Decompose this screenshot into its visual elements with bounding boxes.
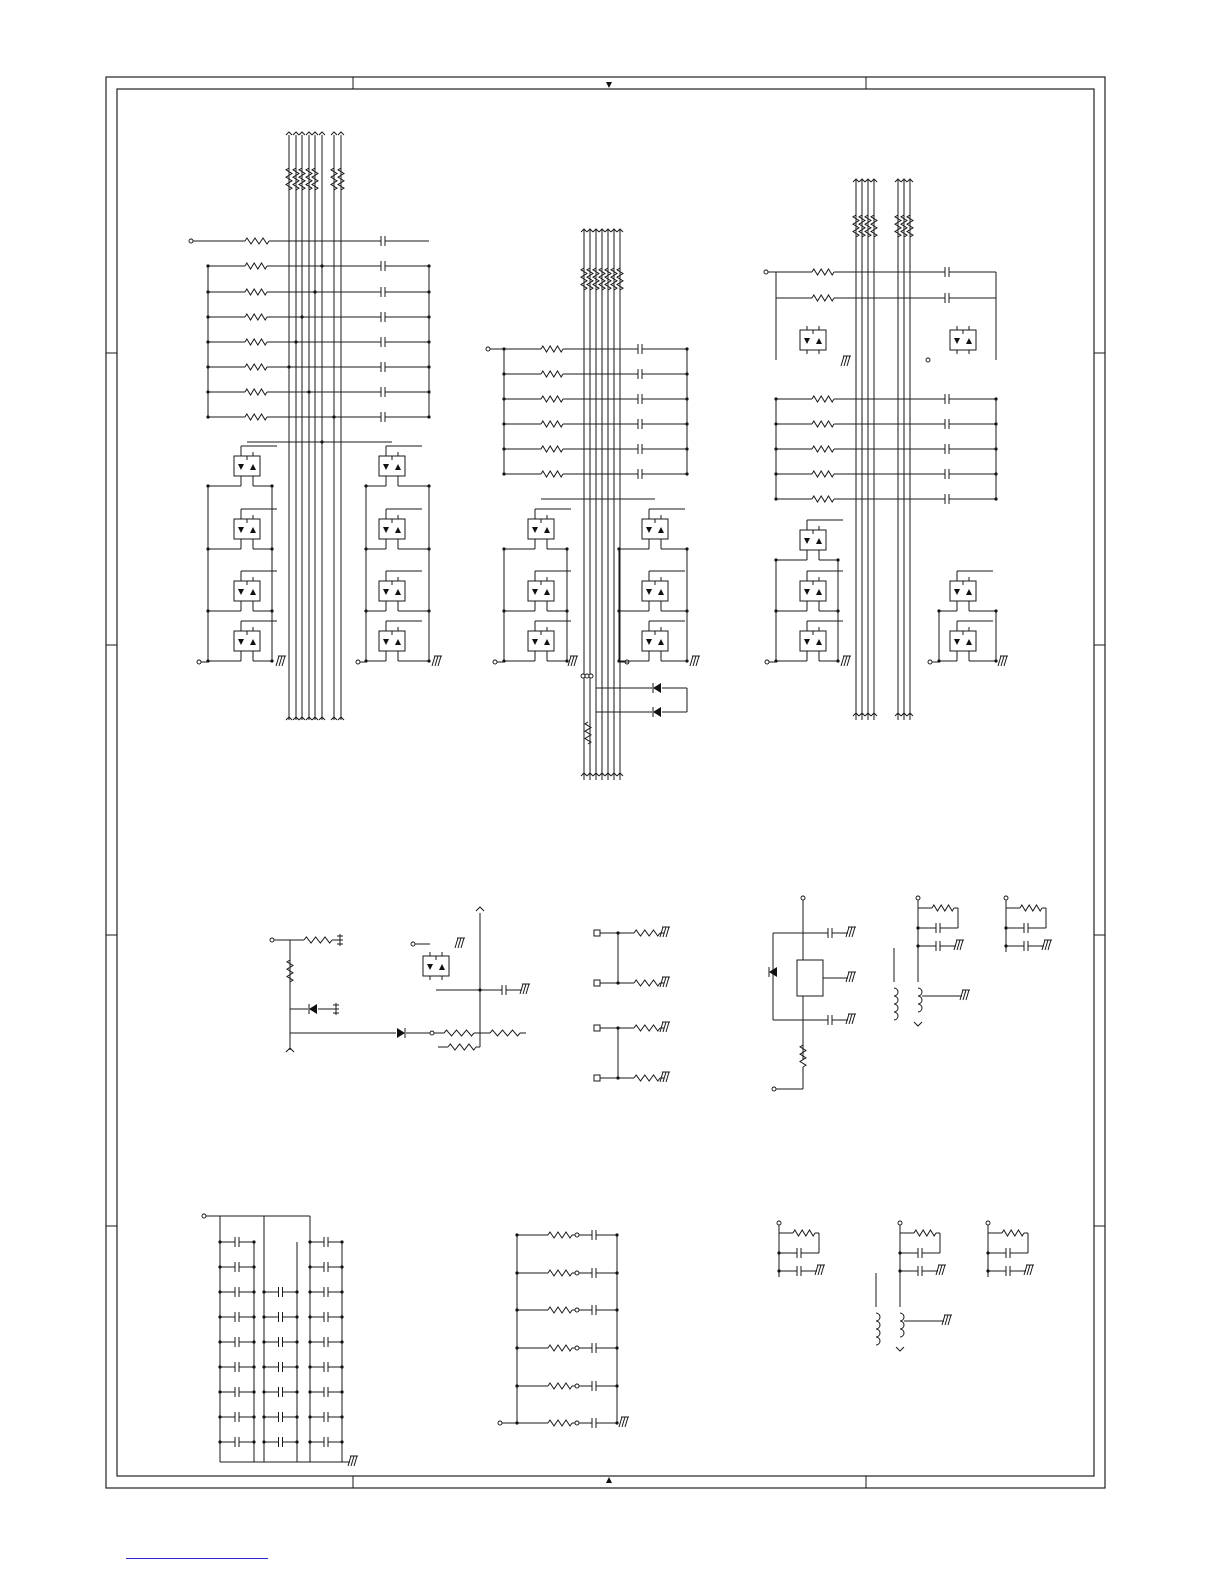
- ground-icon: [276, 656, 286, 666]
- ground-icon: [568, 656, 578, 666]
- resistor-icon: [901, 215, 907, 237]
- resistor-icon: [312, 168, 318, 190]
- diode-icon: [653, 683, 661, 693]
- resistor-icon: [914, 1230, 936, 1236]
- capacitor-icon: [918, 1248, 922, 1258]
- ground-icon: [455, 938, 465, 948]
- capacitor-icon: [592, 1381, 596, 1391]
- resistor-icon: [800, 1045, 806, 1067]
- resistor-icon: [634, 1025, 660, 1031]
- ground-icon: [960, 990, 970, 1000]
- filter-unit-2: [1004, 896, 1052, 952]
- circuit-block-b: [486, 229, 700, 780]
- capacitor-icon: [324, 1262, 328, 1272]
- resistor-icon: [793, 1230, 815, 1236]
- resistor-icon: [587, 268, 593, 290]
- capacitor-icon: [1024, 923, 1028, 933]
- circuit-block-regulator: [270, 907, 530, 1052]
- capacitor-icon: [324, 1437, 328, 1447]
- resistor-icon: [245, 389, 267, 395]
- circuit-block-rc-bank: [498, 1230, 629, 1428]
- resistor-icon: [1020, 905, 1042, 911]
- resistor-icon: [293, 168, 299, 190]
- circuit-drawing: [189, 132, 1052, 1466]
- capacitor-icon: [1006, 1266, 1010, 1276]
- capacitor-icon: [592, 1305, 596, 1315]
- resistor-icon: [541, 396, 563, 402]
- resistor-icon: [812, 421, 834, 427]
- capacitor-icon: [945, 444, 949, 454]
- capacitor-icon: [638, 369, 642, 379]
- capacitor-icon: [235, 1362, 239, 1372]
- capacitor-icon: [502, 985, 506, 995]
- resistor-icon: [245, 314, 267, 320]
- resistor-icon: [605, 268, 611, 290]
- capacitor-icon: [324, 1337, 328, 1347]
- ground-icon: [660, 1072, 670, 1082]
- capacitor-icon: [235, 1312, 239, 1322]
- capacitor-icon: [1024, 941, 1028, 951]
- ic-package-icon: [234, 452, 260, 480]
- capacitor-icon: [324, 1312, 328, 1322]
- terminal-icon: [594, 1075, 600, 1081]
- filter-unit-1: [894, 896, 970, 1026]
- ground-icon: [841, 356, 851, 366]
- capacitor-icon: [592, 1268, 596, 1278]
- resistor-icon: [611, 268, 617, 290]
- sheet-frame: [106, 77, 1105, 1488]
- resistor-icon: [548, 1307, 572, 1313]
- capacitor-icon: [638, 394, 642, 404]
- inductor-icon: [876, 1273, 904, 1345]
- resistor-icon: [541, 346, 563, 352]
- ground-icon: [660, 927, 670, 937]
- inductor-icon: [894, 948, 922, 1020]
- capacitor-icon: [638, 419, 642, 429]
- filter-unit-4: [876, 1221, 952, 1351]
- ground-icon: [520, 984, 530, 994]
- resistor-icon: [865, 215, 871, 237]
- capacitor-icon: [324, 1387, 328, 1397]
- resistor-icon: [548, 1345, 572, 1351]
- capacitor-icon: [918, 1266, 922, 1276]
- resistor-icon: [895, 215, 901, 237]
- ic-package-icon: [642, 515, 668, 543]
- ic-package-icon: [800, 577, 826, 605]
- terminal-icon: [594, 980, 600, 986]
- capacitor-icon: [945, 267, 949, 277]
- ground-icon: [815, 1265, 825, 1275]
- capacitor-icon: [638, 344, 642, 354]
- resistor-icon: [871, 215, 877, 237]
- capacitor-icon: [324, 1237, 328, 1247]
- ground-icon: [660, 1022, 670, 1032]
- ic-package-icon: [800, 526, 826, 554]
- ground-icon: [690, 656, 700, 666]
- resistor-icon: [581, 268, 587, 290]
- capacitor-icon: [381, 337, 385, 347]
- capacitor-icon: [381, 236, 385, 246]
- ic-package-icon: [379, 627, 405, 655]
- capacitor-icon: [945, 419, 949, 429]
- resistor-icon: [245, 339, 267, 345]
- capacitor-icon: [324, 1287, 328, 1297]
- ic-package-icon: [642, 627, 668, 655]
- ground-icon: [1042, 940, 1052, 950]
- capacitor-icon: [235, 1287, 239, 1297]
- ground-icon: [936, 1265, 946, 1275]
- capacitor-icon: [592, 1418, 596, 1428]
- resistor-icon: [448, 1044, 476, 1050]
- capacitor-icon: [235, 1412, 239, 1422]
- capacitor-icon: [381, 412, 385, 422]
- filter-unit-3: [777, 1221, 825, 1277]
- capacitor-icon: [381, 362, 385, 372]
- ground-icon: [942, 1315, 952, 1325]
- capacitor-icon: [235, 1262, 239, 1272]
- resistor-icon: [548, 1270, 572, 1276]
- resistor-icon: [548, 1420, 572, 1426]
- resistor-icon: [853, 215, 859, 237]
- capacitor-icon: [279, 1412, 283, 1422]
- resistor-icon: [245, 289, 267, 295]
- capacitor-icon: [945, 394, 949, 404]
- ground-icon: [337, 934, 343, 946]
- capacitor-icon: [279, 1362, 283, 1372]
- ground-icon: [841, 656, 851, 666]
- resistor-icon: [812, 496, 834, 502]
- resistor-icon: [812, 396, 834, 402]
- capacitor-icon: [324, 1412, 328, 1422]
- ground-icon: [619, 1417, 629, 1427]
- capacitor-icon: [936, 941, 940, 951]
- capacitor-icon: [945, 293, 949, 303]
- capacitor-icon: [279, 1287, 283, 1297]
- resistor-icon: [306, 168, 312, 190]
- ic-package-icon: [234, 515, 260, 543]
- resistor-icon: [444, 1030, 474, 1036]
- circuit-block-c: [764, 179, 1008, 720]
- resistor-icon: [812, 471, 834, 477]
- ic-package-icon: [234, 577, 260, 605]
- capacitor-icon: [235, 1437, 239, 1447]
- capacitor-icon: [279, 1337, 283, 1347]
- resistor-icon: [490, 1030, 520, 1036]
- capacitor-icon: [235, 1337, 239, 1347]
- resistor-icon: [634, 980, 660, 986]
- resistor-icon: [548, 1232, 572, 1238]
- ic-package-icon: [800, 627, 826, 655]
- capacitor-icon: [945, 494, 949, 504]
- capacitor-icon: [1006, 1248, 1010, 1258]
- resistor-icon: [299, 168, 305, 190]
- capacitor-icon: [235, 1387, 239, 1397]
- regulator-ic-icon: [797, 960, 823, 996]
- resistor-icon: [245, 364, 267, 370]
- resistor-icon: [286, 168, 292, 190]
- resistor-icon: [634, 1075, 660, 1081]
- capacitor-icon: [592, 1230, 596, 1240]
- capacitor-icon: [279, 1437, 283, 1447]
- ic-package-icon: [950, 627, 976, 655]
- ic-package-icon: [950, 326, 976, 354]
- capacitor-icon: [381, 261, 385, 271]
- capacitor-icon: [828, 928, 832, 938]
- resistor-icon: [541, 371, 563, 377]
- circuit-block-terminals: [594, 927, 670, 1082]
- resistor-icon: [599, 268, 605, 290]
- capacitor-icon: [279, 1312, 283, 1322]
- resistor-icon: [245, 238, 269, 244]
- capacitor-icon: [936, 923, 940, 933]
- resistor-icon: [541, 471, 563, 477]
- ground-icon: [846, 1014, 856, 1024]
- capacitor-icon: [235, 1237, 239, 1247]
- ic-package-icon: [800, 326, 826, 354]
- capacitor-icon: [381, 387, 385, 397]
- ground-icon: [998, 656, 1008, 666]
- resistor-icon: [859, 215, 865, 237]
- ic-package-icon: [379, 452, 405, 480]
- capacitor-icon: [797, 1266, 801, 1276]
- ic-package-icon: [950, 577, 976, 605]
- ic-package-icon: [234, 627, 260, 655]
- footer-link[interactable]: [126, 1558, 268, 1559]
- resistor-icon: [812, 446, 834, 452]
- resistor-icon: [245, 414, 267, 420]
- ic-package-icon: [379, 577, 405, 605]
- terminal-icon: [594, 1025, 600, 1031]
- terminal-icon: [594, 930, 600, 936]
- capacitor-icon: [945, 469, 949, 479]
- resistor-icon: [593, 268, 599, 290]
- capacitor-icon: [638, 444, 642, 454]
- ic-package-icon: [528, 577, 554, 605]
- ic-package-icon: [642, 577, 668, 605]
- center-arrow-bottom-icon: [606, 1477, 612, 1483]
- resistor-icon: [617, 268, 623, 290]
- circuit-block-a: [189, 132, 442, 720]
- capacitor-icon: [279, 1387, 283, 1397]
- filter-unit-5: [986, 1221, 1034, 1277]
- resistor-icon: [1002, 1230, 1024, 1236]
- ic-package-icon: [379, 515, 405, 543]
- ground-icon: [348, 1456, 358, 1466]
- circuit-block-cap-bank: [202, 1214, 358, 1466]
- resistor-icon: [331, 168, 337, 190]
- circuit-block-ic: [769, 896, 856, 1091]
- capacitor-icon: [828, 1015, 832, 1025]
- center-arrow-top-icon: [606, 82, 612, 88]
- ground-icon: [660, 977, 670, 987]
- resistor-icon: [812, 295, 834, 301]
- capacitor-icon: [638, 469, 642, 479]
- resistor-icon: [541, 446, 563, 452]
- diode-icon: [309, 1004, 317, 1014]
- resistor-icon: [304, 937, 332, 943]
- resistor-icon: [634, 930, 660, 936]
- ic-package-icon: [528, 627, 554, 655]
- ground-icon: [1024, 1265, 1034, 1275]
- capacitor-icon: [381, 312, 385, 322]
- ground-icon: [432, 656, 442, 666]
- resistor-icon: [541, 421, 563, 427]
- resistor-icon: [338, 168, 344, 190]
- ic-package-icon: [528, 515, 554, 543]
- capacitor-icon: [797, 1248, 801, 1258]
- ic-package-icon: [423, 952, 449, 980]
- diode-icon: [653, 707, 661, 717]
- capacitor-icon: [592, 1343, 596, 1353]
- resistor-icon: [287, 960, 293, 982]
- ground-icon: [954, 940, 964, 950]
- resistor-icon: [812, 269, 834, 275]
- capacitor-icon: [324, 1362, 328, 1372]
- capacitor-icon: [381, 287, 385, 297]
- resistor-icon: [245, 263, 267, 269]
- ground-icon: [333, 1003, 339, 1015]
- diode-icon: [397, 1028, 405, 1038]
- ground-icon: [846, 927, 856, 937]
- resistor-icon: [932, 905, 954, 911]
- resistor-icon: [548, 1383, 572, 1389]
- resistor-icon: [907, 215, 913, 237]
- ground-icon: [846, 972, 856, 982]
